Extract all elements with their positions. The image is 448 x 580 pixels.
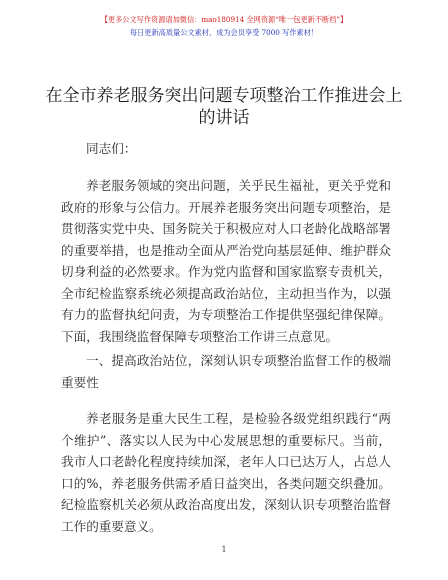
header-member-line: 每日更新高质量公文素材，成为会员享受 7000 写作素材！ bbox=[129, 28, 319, 37]
document-title: 在全市养老服务突出问题专项整治工作推进会上的讲话 bbox=[45, 86, 403, 128]
header-banner bbox=[40, 13, 408, 39]
section-heading: 一、提高政治站位，深刻认识专项整治监督工作的极端重要性 bbox=[61, 353, 391, 390]
page-number: 1 bbox=[221, 545, 227, 554]
header-promo-line: 【更多公文写作资源请加微信：mao180914 全网资源“唯一包更新不断档”】 bbox=[100, 15, 348, 24]
body-paragraph: 养老服务领域的突出问题，关乎民生福祉，更关乎党和政府的形象与公信力。开展养老服务突出问题专项整治，是贯彻落实党中央、国务院关于积极应对人口老龄化战略部署的重要举措，也是推动全面从严治党向基层延伸、维护群众切身利益的必然要求。作为党内监督和国家监察专责机关，全市纪检监察系统必须提高政治站位，主动担当作为，以强有力的监督执纪问责，为专项整治工作提供坚强纪律保障。下面，我围绕监督保障专项整治工作讲三点意见。 bbox=[61, 178, 391, 344]
body-paragraph: 养老服务是重大民生工程，是检验各级党组织践行“两个维护”、落实以人民为中心发展思想的重要标尺。当前，我市人口老龄化程度持续加深，老年人口已达万人，占总人口的%，养老服务供需矛盾日益突出，各类问题交织叠加。纪检监察机关必须从政治高度出发，深刻认识专项整治监督工作的重要意义。 bbox=[61, 411, 391, 534]
salutation: 同志们： bbox=[86, 141, 137, 156]
